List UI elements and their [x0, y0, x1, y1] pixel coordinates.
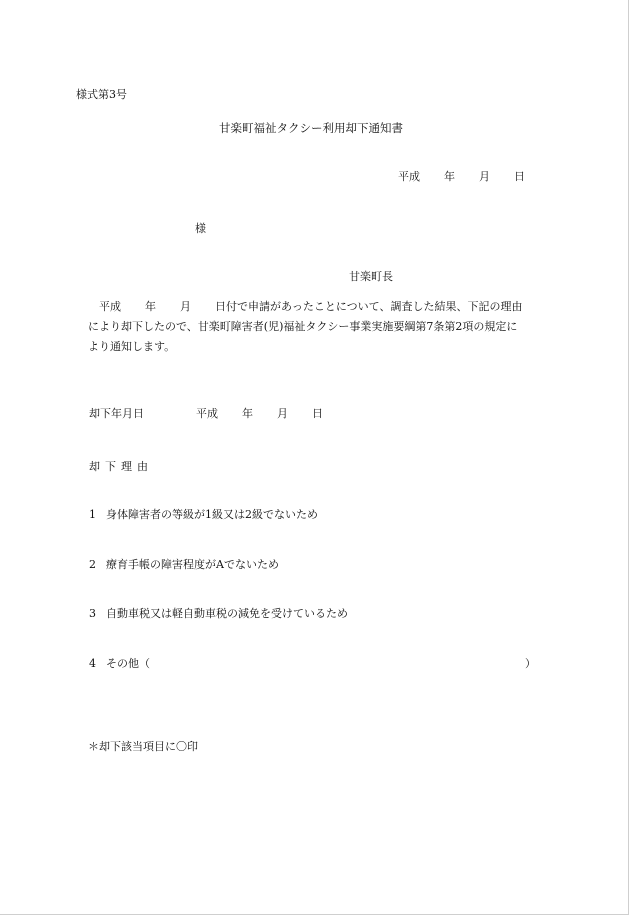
notice-body-line-3: より通知します。: [88, 340, 176, 353]
issue-date-line: [398, 168, 525, 184]
footnote: ＊却下該当項目に〇印: [88, 740, 198, 753]
issuer-name: 甘楽町長: [349, 270, 393, 283]
reason-number: 4: [89, 657, 96, 670]
reason-text: 身体障害者の等級が1級又は2級でないため: [106, 508, 318, 521]
refusal-date-day-unit: 日: [312, 407, 323, 420]
addressee-honorific: 様: [195, 222, 206, 235]
issue-date-era: 平成: [398, 170, 420, 183]
document-title: 甘楽町福祉タクシー利用却下通知書: [219, 121, 403, 135]
reason-item: [89, 506, 318, 522]
notice-body-era: 平成: [99, 300, 121, 313]
reason-item-other: [89, 655, 150, 671]
refusal-date-month-unit: 月: [277, 407, 288, 420]
notice-body-line-1-rest: 日付で申請があったことについて、調査した結果、下記の理由: [215, 300, 523, 313]
issue-date-month-unit: 月: [479, 170, 490, 183]
issue-date-day-unit: 日: [514, 170, 525, 183]
issue-date-year-unit: 年: [444, 170, 455, 183]
notice-body-month-unit: 月: [180, 300, 191, 313]
refusal-date-label: 却下年月日: [89, 407, 144, 420]
reason-number: 2: [89, 558, 96, 571]
notice-body-year-unit: 年: [145, 300, 156, 313]
reason-number: 3: [89, 607, 96, 620]
reason-item: [89, 605, 348, 621]
refusal-date-year-unit: 年: [242, 407, 253, 420]
form-number: 様式第3号: [76, 88, 127, 101]
reason-number: 1: [89, 508, 96, 521]
notice-body-line-2: により却下したので、甘楽町障害者(児)福祉タクシー事業実施要綱第7条第2項の規定に: [88, 320, 518, 333]
notice-body: [88, 297, 558, 357]
reason-text: その他（: [106, 657, 150, 670]
notice-body-line-1: [88, 297, 558, 317]
reason-other-close-paren: ）: [525, 657, 536, 670]
reason-heading: 却下理由: [89, 460, 153, 473]
refusal-date-era: 平成: [196, 407, 218, 420]
reason-item: [89, 556, 279, 572]
reason-text: 療育手帳の障害程度がAでないため: [106, 558, 279, 571]
refusal-date-line: [89, 405, 323, 421]
reason-text: 自動車税又は軽自動車税の減免を受けているため: [106, 607, 348, 620]
